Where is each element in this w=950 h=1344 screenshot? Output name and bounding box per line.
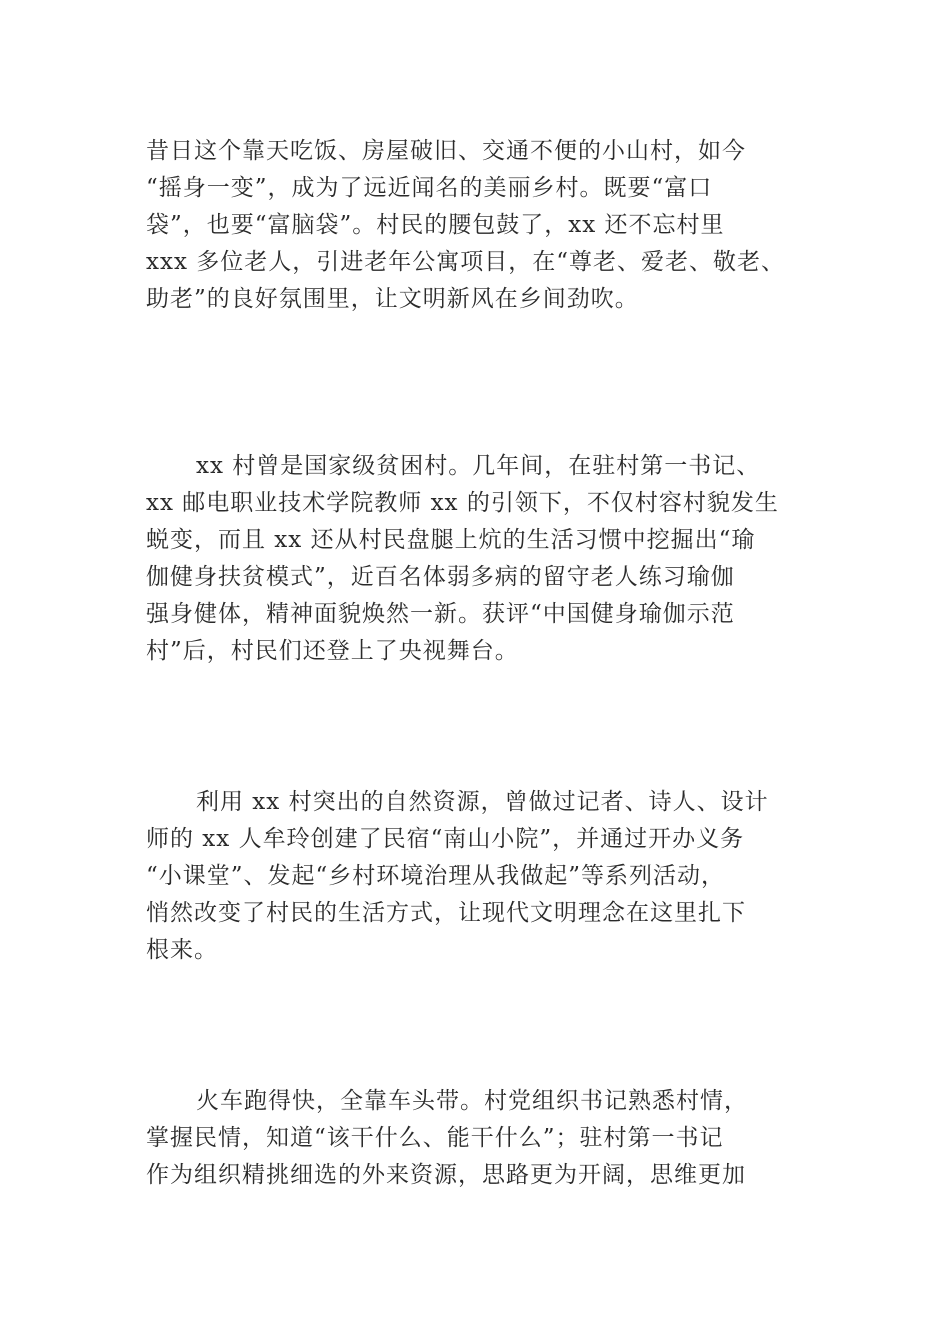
paragraph-line: 悄然改变了村民的生活方式，让现代文明理念在这里扎下 <box>146 900 746 926</box>
paragraph-line: 根来。 <box>146 937 218 963</box>
paragraph-line: “小课堂”、发起“乡村环境治理从我做起”等系列活动， <box>146 863 726 889</box>
paragraph-line: 助老”的良好氛围里，让文明新风在乡间劲吹。 <box>146 286 639 312</box>
paragraph-line: 袋”，也要“富脑袋”。村民的腰包鼓了，xx 还不忘村里 <box>146 212 725 238</box>
paragraph-line: 蜕变，而且 xx 还从村民盘腿上炕的生活习惯中挖掘出“瑜 <box>146 527 756 553</box>
paragraph-line: 利用 xx 村突出的自然资源，曾做过记者、诗人、设计 <box>196 789 769 815</box>
paragraph-line: 火车跑得快，全靠车头带。村党组织书记熟悉村情， <box>196 1088 748 1114</box>
paragraph-line: 作为组织精挑细选的外来资源，思路更为开阔，思维更加 <box>146 1162 746 1188</box>
paragraph-line: 师的 xx 人牟玲创建了民宿“南山小院”，并通过开办义务 <box>146 826 745 852</box>
paragraph-line: 强身健体，精神面貌焕然一新。获评“中国健身瑜伽示范 <box>146 601 735 627</box>
paragraph-line: xxx 多位老人，引进老年公寓项目，在“尊老、爱老、敬老、 <box>146 249 785 275</box>
paragraph-line: “摇身一变”，成为了远近闻名的美丽乡村。既要“富口 <box>146 175 713 201</box>
paragraph-4 <box>146 1083 836 1194</box>
paragraph-line: xx 村曾是国家级贫困村。几年间，在驻村第一书记、 <box>196 453 761 479</box>
paragraph-line: 伽健身扶贫模式”，近百名体弱多病的留守老人练习瑜伽 <box>146 564 735 590</box>
paragraph-1 <box>146 133 836 318</box>
paragraph-line: 村”后，村民们还登上了央视舞台。 <box>146 638 519 664</box>
paragraph-line: 掌握民情，知道“该干什么、能干什么”；驻村第一书记 <box>146 1125 724 1151</box>
paragraph-2 <box>146 448 836 670</box>
paragraph-3 <box>146 784 836 969</box>
paragraph-line: 昔日这个靠天吃饭、房屋破旧、交通不便的小山村，如今 <box>146 138 746 164</box>
paragraph-line: xx 邮电职业技术学院教师 xx 的引领下，不仅村容村貌发生 <box>146 490 779 516</box>
